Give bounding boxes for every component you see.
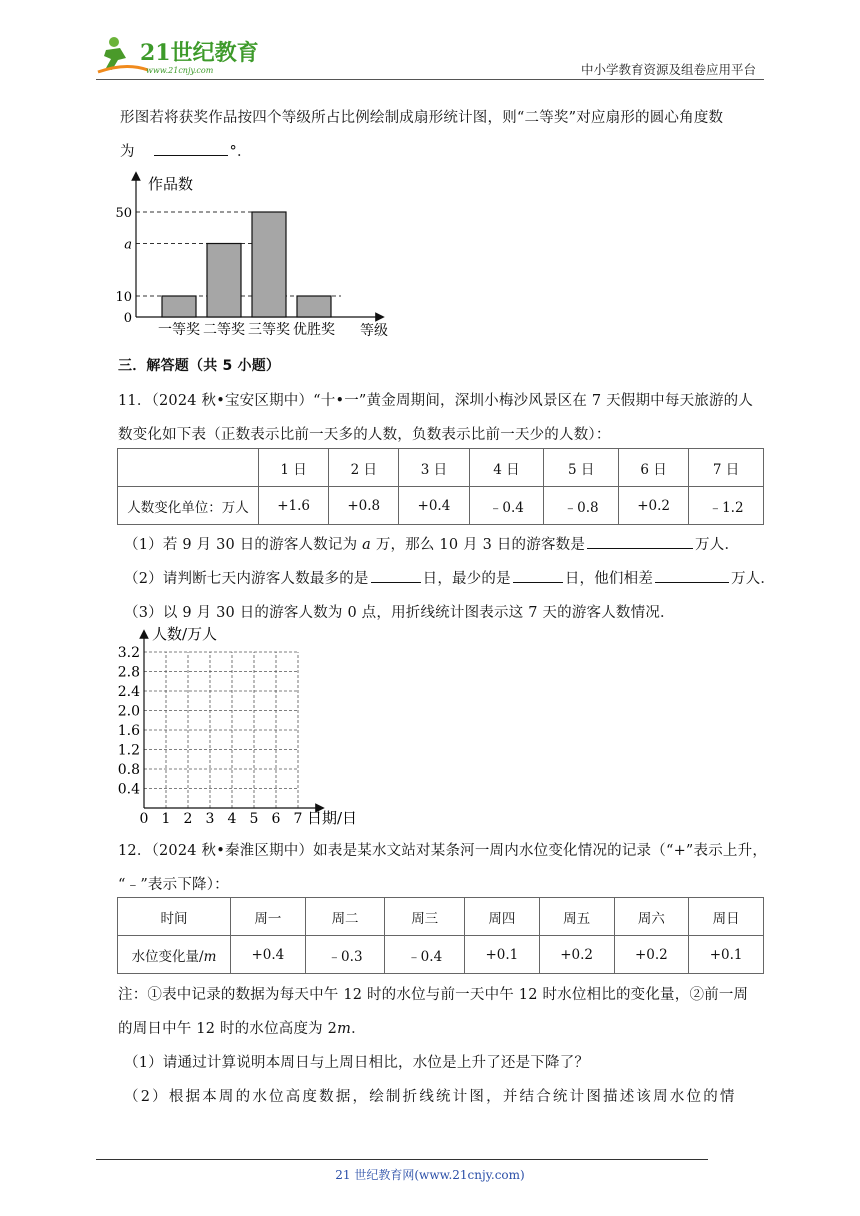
x-axis-label: 日期/日 (307, 809, 358, 827)
answer-blank (154, 141, 228, 156)
q11-part3: （3）以 9 月 30 日的游客人数为 0 点，用折线统计图表示这 7 天的游客人数情况． (124, 605, 675, 621)
x-tick-label: 二等奖 (203, 322, 245, 338)
table-cell: +0.1 (465, 936, 540, 974)
table-cell: ﹣1.2 (689, 487, 764, 525)
table-row (118, 487, 764, 525)
q12-line1: 12．（2024 秋•秦淮区期中）如表是某水文站对某条河一周内水位变化情况的记录（“+”表示上升， (118, 843, 768, 859)
table-header-row (118, 449, 764, 487)
x-tick-label: 5 (249, 811, 259, 827)
y-axis-label: 作品数 (148, 175, 194, 193)
table-cell: 周三 (385, 898, 465, 936)
bar (252, 212, 286, 317)
x-tick-label: 三等奖 (248, 322, 290, 338)
site-logo (96, 34, 259, 78)
q12-part2: （2）根据本周的水位高度数据，绘制折线统计图，并结合统计图描述该周水位的情 (124, 1089, 737, 1105)
x-tick-label: 0 (139, 811, 149, 827)
q12-note: 注：①表中记录的数据为每天中午 12 时的水位与前一天中午 12 时水位相比的变化量，②前一周 (118, 987, 749, 1003)
section-title: 三．解答题（共 5 小题） (118, 358, 281, 374)
table-cell: 周日 (689, 898, 764, 936)
table-cell: ﹣0.8 (544, 487, 619, 525)
y-tick-label: 2.4 (117, 684, 140, 700)
table-header-row (118, 898, 764, 936)
table-cell: 7 日 (689, 449, 764, 487)
table-cell: 4 日 (469, 449, 544, 487)
table-cell: 周一 (231, 898, 306, 936)
table-cell: +0.2 (619, 487, 689, 525)
table-cell: +1.6 (259, 487, 329, 525)
table-cell: 周二 (305, 898, 385, 936)
x-tick-label: 优胜奖 (293, 322, 335, 338)
q11-line2: 数变化如下表（正数表示比前一天多的人数，负数表示比前一天少的人数）： (118, 427, 611, 443)
footer-divider (96, 1159, 708, 1160)
table-cell: ﹣0.4 (469, 487, 544, 525)
table-cell: +0.4 (231, 936, 306, 974)
q11-line1: 11．（2024 秋•宝安区期中）“十•一”黄金周期间，深圳小梅沙风景区在 7 天假期中每天旅游的人 (118, 393, 754, 409)
q10-line2 (120, 140, 252, 161)
answer-blank (655, 568, 729, 583)
logo-sub: www.21cnjy.com (146, 66, 214, 75)
table-cell: 3 日 (399, 449, 469, 487)
table-cell: 周六 (614, 898, 689, 936)
y-axis-label: 人数/万人 (152, 625, 218, 643)
q11-part2: （2）请判断七天内游客人数最多的是 日，最少的是 日，他们相差 万人． (124, 567, 775, 588)
table-cell: 周五 (539, 898, 614, 936)
table-cell (118, 449, 259, 487)
x-tick-label: 3 (205, 811, 215, 827)
y-tick-label: 10 (115, 290, 132, 305)
y-tick-label: 0.4 (117, 781, 140, 798)
table-cell: +0.1 (689, 936, 764, 974)
bar (297, 296, 331, 317)
x-tick-label: 一等奖 (158, 322, 200, 338)
table-cell: 时间 (118, 898, 231, 936)
logo-main: 21世纪教育 (140, 40, 259, 66)
table-cell: +0.8 (329, 487, 399, 525)
bar (207, 244, 241, 318)
q12-note2: 的周日中午 12 时的水位高度为 2m． (118, 1021, 366, 1037)
footer-text: 21 世纪教育网(www.21cnjy.com) (335, 1168, 525, 1182)
y-tick-label: 3.2 (117, 645, 140, 661)
q10-line1: 形图若将获奖作品按四个等级所占比例绘制成扇形统计图，则“二等奖”对应扇形的圆心角度数 (120, 110, 724, 126)
y-tick-label: a (124, 237, 132, 253)
x-tick-label: 7 (293, 811, 303, 827)
bar-chart (115, 168, 398, 346)
line-chart-grid (110, 624, 380, 832)
q10-prefix: 为 (120, 144, 135, 160)
table-cell: 周四 (465, 898, 540, 936)
table-cell: 6 日 (619, 449, 689, 487)
answer-blank (587, 534, 693, 549)
answer-blank (371, 568, 421, 583)
table-cell: 1 日 (259, 449, 329, 487)
table-cell: +0.2 (614, 936, 689, 974)
y-tick-label: 2.0 (117, 703, 140, 720)
q11-part1: （1）若 9 月 30 日的游客人数记为 a 万，那么 10 月 3 日的游客数是 万人． (124, 533, 739, 554)
table-row (118, 936, 764, 974)
table-cell: +0.2 (539, 936, 614, 974)
y-tick-label: 50 (115, 206, 132, 221)
table-row-label: 水位变化量/m (118, 936, 231, 974)
y-tick-label: 1.6 (117, 723, 140, 739)
table-cell: 5 日 (544, 449, 619, 487)
q12-part1: （1）请通过计算说明本周日与上周日相比，水位是上升了还是下降了？ (124, 1055, 590, 1071)
bar (162, 296, 196, 317)
table-row-label: 人数变化单位：万人 (118, 487, 259, 525)
q11-table (117, 448, 764, 525)
x-tick-label: 4 (227, 811, 237, 827)
q10-suffix: °． (229, 144, 252, 160)
x-tick-label: 2 (183, 811, 193, 827)
table-cell: +0.4 (399, 487, 469, 525)
x-tick-label: 1 (161, 811, 171, 827)
answer-blank (513, 568, 563, 583)
table-cell: ﹣0.4 (385, 936, 465, 974)
table-cell: 2 日 (329, 449, 399, 487)
header-divider (96, 79, 764, 80)
y-tick-label: 0.8 (117, 762, 140, 778)
x-tick-label: 6 (271, 811, 281, 827)
y-tick-label: 0 (123, 311, 132, 326)
q12-table (117, 897, 764, 974)
y-tick-label: 1.2 (117, 742, 140, 759)
platform-name: 中小学教育资源及组卷应用平台 (580, 62, 756, 77)
q12-line2: “﹣”表示下降）： (118, 877, 229, 893)
x-axis-label: 等级 (360, 323, 388, 339)
table-cell: ﹣0.3 (305, 936, 385, 974)
y-tick-label: 2.8 (117, 664, 140, 681)
